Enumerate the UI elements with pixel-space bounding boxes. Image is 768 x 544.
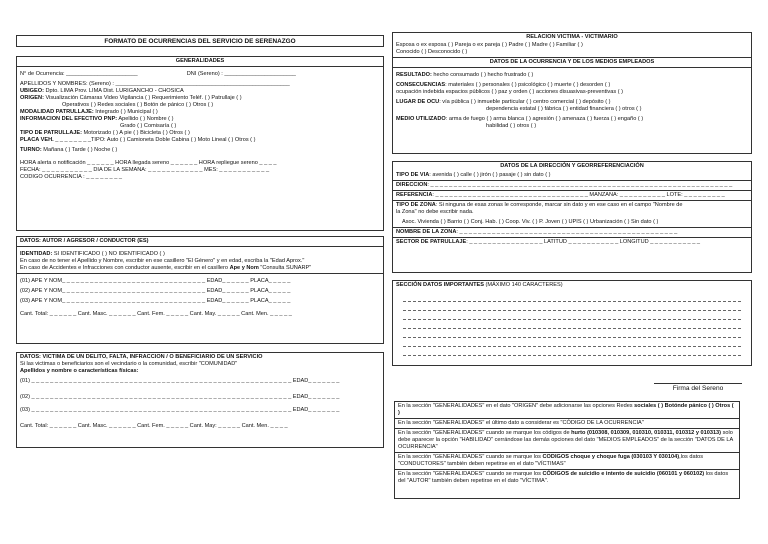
datos-importantes-header [393, 281, 751, 290]
nombre-zona-row[interactable] [396, 229, 748, 236]
tipo-patrullaje-row[interactable] [20, 130, 380, 137]
identidad-note2 [20, 265, 380, 272]
zona-options[interactable]: Asoc. Vivienda ( ) Barrio ( ) Conj. Hab. ( ) Coop. Viv. ( ) P. Joven ( ) UPIS ( ) Urbanización ( ) Sin dato ( ) [402, 218, 659, 225]
lugar-value[interactable]: : vía pública ( ) inmueble particular ( ) centro comercial ( ) depósito ( ) [439, 98, 611, 105]
form-title: FORMATO DE OCURRENCIAS DEL SERVICIO DE SERENAZGO [104, 37, 296, 45]
direccion-label: DIRECCIÓN [396, 181, 428, 188]
victima-header: DATOS: VICTIMA DE UN DELITO, FALTA, INFRACCION / O BENEFICIARIO DE UN SERVICIO [20, 354, 263, 360]
medio-row[interactable] [396, 116, 748, 123]
autor-section [16, 236, 384, 344]
note-4-a: En la sección "GENERALIDADES" cuando se marque los [398, 453, 543, 460]
importantes-line-6[interactable] [403, 338, 741, 347]
note-2 [395, 419, 739, 429]
generalidades-header: GENERALIDADES [17, 57, 383, 67]
origen-value[interactable]: Visualización Cámaras Video Vigilancia ( ) Requerimiento Teléf. ( ) Patrullaje ( ) [43, 94, 242, 101]
turno-value[interactable]: Mañana ( ) Tarde ( ) Noche ( ) [41, 146, 118, 153]
turno-label: TURNO: [20, 146, 42, 153]
identidad-note2-c: "Consulta SUNARP" [258, 264, 312, 271]
note-3-c: solo debe aparecer la opción "HABILIDAD" cerrándose las demás opciones del dato "MEDIOS EMPLEADOS" de la sección "DATOS DE LA OCURRENCIA" [398, 429, 733, 450]
autor-row-03[interactable]: (03) APE Y NOM_ _ _ _ _ _ _ _ _ _ _ _ _ _ _ _ _ _ _ _ _ _ _ _ _ _ _ _ _ _ _ EDAD_ _ _ _ _ _ PLACA_ _ _ _ _ [20, 297, 291, 304]
consecuencias-line2[interactable]: ocupación indebida espacios públicos ( ) paz y orden ( ) acciones disuasivas-preventivas ( ) [396, 88, 623, 95]
ubigeo-label: UBIGEO: [20, 87, 44, 94]
importantes-line-5[interactable] [403, 329, 741, 338]
modalidad-label: MODALIDAD PATRULLAJE: [20, 108, 94, 115]
note-5-c: los datos del "AUTOR" también deben repetirse en el dato "VÍCTIMA". [398, 470, 729, 484]
nombre-zona-label: NOMBRE DE LA ZONA [396, 228, 457, 235]
autor-row-01[interactable]: (01) APE Y NOM_ _ _ _ _ _ _ _ _ _ _ _ _ _ _ _ _ _ _ _ _ _ _ _ _ _ _ _ _ _ _ EDAD_ _ _ _ _ _ PLACA_ _ _ _ _ [20, 277, 291, 284]
identidad-row[interactable] [20, 251, 380, 258]
sector-row[interactable] [396, 239, 748, 246]
origen-row[interactable] [20, 95, 380, 102]
identidad-label: IDENTIDAD: [20, 250, 53, 257]
note-3 [395, 429, 739, 453]
datos-importantes-title: SECCIÓN DATOS IMPORTANTES [396, 282, 484, 288]
nombre-zona-value[interactable]: : _ _ _ _ _ _ _ _ _ _ _ _ _ _ _ _ _ _ _ _ _ _ _ _ _ _ _ _ _ _ _ _ _ _ _ _ _ _ _ _ _ _ _ _ _ _ _ [456, 228, 678, 235]
lugar-row[interactable] [396, 99, 748, 106]
direccion-row[interactable] [396, 182, 748, 189]
importantes-line-2[interactable] [403, 302, 741, 311]
zona-row [396, 202, 748, 209]
sector-value[interactable]: : _ _ _ _ _ _ _ _ _ _ _ _ _ _ _ _ LATITUD _ _ _ _ _ _ _ _ _ _ _ LONGITUD _ _ _ _ _ _ _ _ _ _ _ [466, 238, 700, 245]
identidad-note2-b: Ape y Nom [229, 264, 259, 271]
importantes-line-7[interactable] [403, 347, 741, 356]
ocurrencia-header: DATOS DE LA OCURRENCIA Y DE LOS MEDIOS EMPLEADOS [393, 57, 751, 68]
lugar-line2[interactable]: dependencia estatal ( ) fábrica ( ) entidad financiera ( ) otros ( ) [486, 105, 642, 112]
modalidad-row[interactable] [20, 109, 380, 116]
tipo-patrullaje-value[interactable]: Motorizado ( ) A pie ( ) Bicicleta ( ) Otros ( ) [81, 129, 190, 136]
origen-line2[interactable]: Operativos ( ) Redes sociales ( ) Botón de pánico ( ) Otros ( ) [62, 101, 214, 108]
ocurrencia-field[interactable]: N° de Ocurrencia: _______________________ [20, 70, 138, 77]
dni-field[interactable]: DNI (Sereno) : _______________________ [186, 70, 296, 77]
tipo-patrullaje-label: TIPO DE PATRULLAJE: [20, 129, 82, 136]
note-5 [395, 470, 739, 486]
hora-field[interactable]: HORA alerta o notificación _ _ _ _ _ _ HORA llegada sereno _ _ _ _ _ _ HORA repliegue sereno _ _ _ _ [20, 159, 277, 166]
referencia-label: REFERENCIA [396, 191, 433, 198]
identidad-note1: En caso de no tener el Apellido y Nombre, escribir en ese casillero "El Género" y en edad, escriba la "Edad Aprox." [20, 257, 305, 264]
referencia-value[interactable]: : _ _ _ _ _ _ _ _ _ _ _ _ _ _ _ _ _ _ _ _ _ _ _ _ _ _ _ _ _ _ _ _ _ MANZANA: _ _ _ _ _ _ _ _ _ _ LOTE: _ _ _ _ _ _ _ _ _ [432, 191, 725, 198]
modalidad-value[interactable]: Integrado ( ) Municipal ( ) [93, 108, 158, 115]
ubigeo-row [20, 88, 380, 95]
fecha-field[interactable]: FECHA: _ _ _ _ _ _ _ _ _ _ _ DIA DE LA SEMANA: _ _ _ _ _ _ _ _ _ _ _ _ MES: _ _ _ _ _ _ _ _ _ _ _ [20, 166, 270, 173]
note-3-a: En la sección "GENERALIDADES" cuando se marque los códigos de [398, 429, 572, 436]
efectivo-label: INFORMACIÓN DEL EFECTIVO PNP: [20, 115, 118, 122]
relacion-line1[interactable]: Esposa o ex esposa ( ) Pareja o ex pareja ( ) Padre ( ) Madre ( ) Familiar ( ) [396, 41, 583, 48]
firma-line[interactable] [654, 383, 742, 384]
resultado-value[interactable]: hecho consumado ( ) hecho frustrado ( ) [431, 71, 534, 78]
relacion-header: RELACION VICTIMA - VICTIMARIO [526, 34, 618, 40]
medio-value[interactable]: : arma de fuego ( ) arma blanca ( ) agresión ( ) amenaza ( ) fuerza ( ) engaño ( ) [445, 115, 644, 122]
medio-label: MEDIO UTILIZADO [396, 115, 446, 122]
lugar-label: LUGAR DE OCU [396, 98, 440, 105]
ubigeo-value: Dpto. LIMA Prov. LIMA Dist. LURIGANCHO - CHOSICA [43, 87, 184, 94]
sector-label: SECTOR DE PATRULLAJE [396, 238, 467, 245]
via-block [393, 171, 751, 181]
direccion-header: DATOS DE LA DIRECCIÓN Y GEORREFERENCIACIÓN [500, 163, 644, 169]
resultado-row[interactable] [396, 72, 748, 79]
zona-line2: la Zona" no debe escribir nada. [396, 208, 474, 215]
referencia-row[interactable] [396, 192, 748, 199]
direccion-block [393, 181, 751, 191]
note-4-c: ,los datos "CONDUCTORES" también deben repetirse en el dato "VÍCTIMAS" [398, 453, 704, 467]
identidad-note2-a: En caso de Accidentes e Infracciones con conductor ausente, escribir en el casillero [20, 264, 230, 271]
victima-line2: Apellidos y nombre o características físicas: [20, 367, 139, 374]
autor-rows [17, 274, 383, 319]
autor-row-02[interactable]: (02) APE Y NOM_ _ _ _ _ _ _ _ _ _ _ _ _ _ _ _ _ _ _ _ _ _ _ _ _ _ _ _ _ _ _ EDAD_ _ _ _ _ _ PLACA_ _ _ _ _ [20, 287, 291, 294]
zona-block [393, 201, 751, 228]
note-4-b: CODIGOS choque y choque fuga (030103 Y 030104) [542, 453, 680, 460]
note-5-a: En la sección "GENERALIDADES" cuando se marque los [398, 470, 543, 477]
ocurrencia-row [20, 71, 380, 78]
note-1-a: En la sección "GENERALIDADES" en el dato "ORIGEN" debe adicionarse las opciones Redes [398, 403, 635, 409]
datos-importantes-limit: (MÁXIMO 140 CARACTERES) [483, 282, 563, 288]
zona-value: : Si ninguna de esas zonas le corresponde, marcar sin dato y en ese caso en el campo "Nombre de [435, 201, 683, 208]
identidad-value[interactable]: SI IDENTIFICADO ( ) NO IDENTIFICADO ( ) [52, 250, 165, 257]
resultado-label: RESULTADO: [396, 71, 432, 78]
relacion-ocurrencia-section [392, 32, 752, 154]
direccion-value[interactable]: : _ _ _ _ _ _ _ _ _ _ _ _ _ _ _ _ _ _ _ _ _ _ _ _ _ _ _ _ _ _ _ _ _ _ _ _ _ _ _ _ _ _ _ _ _ _ _ _ _ _ _ _ _ _ _ _ _ _ _ _ _ _ _ _ _ [427, 181, 733, 188]
consecuencias-value[interactable]: : materiales ( ) personales ( ) psicológico ( ) muerte ( ) desorden ( ) [445, 81, 611, 88]
notes-section [394, 401, 740, 499]
generalidades-section [16, 56, 384, 231]
relacion-line2[interactable]: Conocido ( ) Desconocido ( ) [396, 48, 468, 55]
via-value[interactable]: : avenida ( ) calle ( ) jirón ( ) pasaje ( ) sin dato ( ) [429, 171, 551, 178]
note-1 [395, 402, 739, 419]
form-title-box [16, 35, 384, 47]
note-1-b: sociales ( ) Botónde pánico ( ) Otros ( ) [398, 403, 734, 416]
consecuencias-row[interactable] [396, 82, 748, 89]
victima-totals[interactable]: Cant. Total: _ _ _ _ _ _ Cant. Masc. _ _ _ _ _ _ Cant. Fem. _ _ _ _ _ Cant. May: _ _ _ _ _ Cant. Men. _ _ _ _ [20, 422, 288, 429]
turno-row[interactable] [20, 147, 380, 154]
note-4 [395, 453, 739, 470]
origen-label: ORIGEN: [20, 94, 44, 101]
victima-row-01[interactable]: (01) _ _ _ _ _ _ _ _ _ _ _ _ _ _ _ _ _ _ _ _ _ _ _ _ _ _ _ _ _ _ _ _ _ _ _ _ _ _ _ _ _ _ _ _ _ _ _ _ _ _ _ _ _ _ _ _ EDAD_ _ _ _ _ _ _ [20, 377, 340, 384]
efectivo-line2[interactable]: Grado ( ) Comisaría ( ) [120, 122, 177, 129]
placa-value[interactable]: _ _ _ _ _ _ _ _TIPO: Auto ( ) Camioneta Doble Cabina ( ) Moto Lineal ( ) Otros ( ) [53, 136, 256, 143]
via-row[interactable] [396, 172, 748, 179]
victima-row-02[interactable]: (02) _ _ _ _ _ _ _ _ _ _ _ _ _ _ _ _ _ _ _ _ _ _ _ _ _ _ _ _ _ _ _ _ _ _ _ _ _ _ _ _ _ _ _ _ _ _ _ _ _ _ _ _ _ _ _ _ EDAD_ _ _ _ _ _ _ [20, 393, 340, 400]
importantes-line-4[interactable] [403, 320, 741, 329]
victima-line1: Si las victimas o beneficiarios son el vecindario o la comunidad, escribir "COMUNIDAD" [20, 360, 238, 367]
autor-totals[interactable]: Cant. Total: _ _ _ _ _ _ Cant. Masc. _ _ _ _ _ _ Cant. Fem. _ _ _ _ _ Cant. May. _ _ _ _ _ Cant. Men. _ _ _ _ _ [20, 310, 292, 317]
codigo-field[interactable]: CÓDIGO OCURRENCIA : _ _ _ _ _ _ _ _ [20, 173, 122, 180]
firma-label: Firma del Sereno [672, 385, 724, 392]
note-2-a: En la sección "GENERALIDADES" el último dato a considerar es "CÓDIGO DE LA OCURRENCIA" [398, 419, 644, 426]
efectivo-value[interactable]: Apellido ( ) Nombre ( ) [117, 115, 174, 122]
zona-label: TIPO DE ZONA [396, 201, 436, 208]
note-3-b: hurto (010308, 010309, 010310, 010311, 010312 y 010313) [571, 429, 722, 436]
importantes-line-1[interactable] [403, 293, 741, 302]
via-label: TIPO DE VÍA [396, 171, 430, 178]
consecuencias-label: CONSECUENCIAS [396, 81, 446, 88]
placa-row[interactable] [20, 137, 380, 144]
efectivo-row[interactable] [20, 116, 380, 123]
autor-header: DATOS: AUTOR / AGRESOR / CONDUCTOR (ES) [17, 237, 383, 247]
medio-line2[interactable]: habilidad ( ) otros ( ) [486, 122, 537, 129]
importantes-line-3[interactable] [403, 311, 741, 320]
direccion-section [392, 161, 752, 273]
note-5-b: CÓDIGOS de suicidio e intento de suicidio (060101 y 060102) [542, 470, 705, 477]
referencia-block [393, 191, 751, 201]
apellidos-field[interactable]: APELLIDOS Y NOMBRES: (Sereno) : ________________________________________________________ [20, 80, 290, 87]
placa-label: PLACA VEH. [20, 136, 54, 143]
nombre-zona-block [393, 228, 751, 238]
datos-importantes-section [392, 280, 752, 366]
victima-row-03[interactable]: (03) _ _ _ _ _ _ _ _ _ _ _ _ _ _ _ _ _ _ _ _ _ _ _ _ _ _ _ _ _ _ _ _ _ _ _ _ _ _ _ _ _ _ _ _ _ _ _ _ _ _ _ _ _ _ _ _ EDAD_ _ _ _ _ _ _ [20, 406, 340, 413]
victima-header-block [17, 353, 383, 431]
victima-section [16, 352, 384, 448]
sector-block [393, 238, 751, 247]
identidad-block [17, 247, 383, 274]
